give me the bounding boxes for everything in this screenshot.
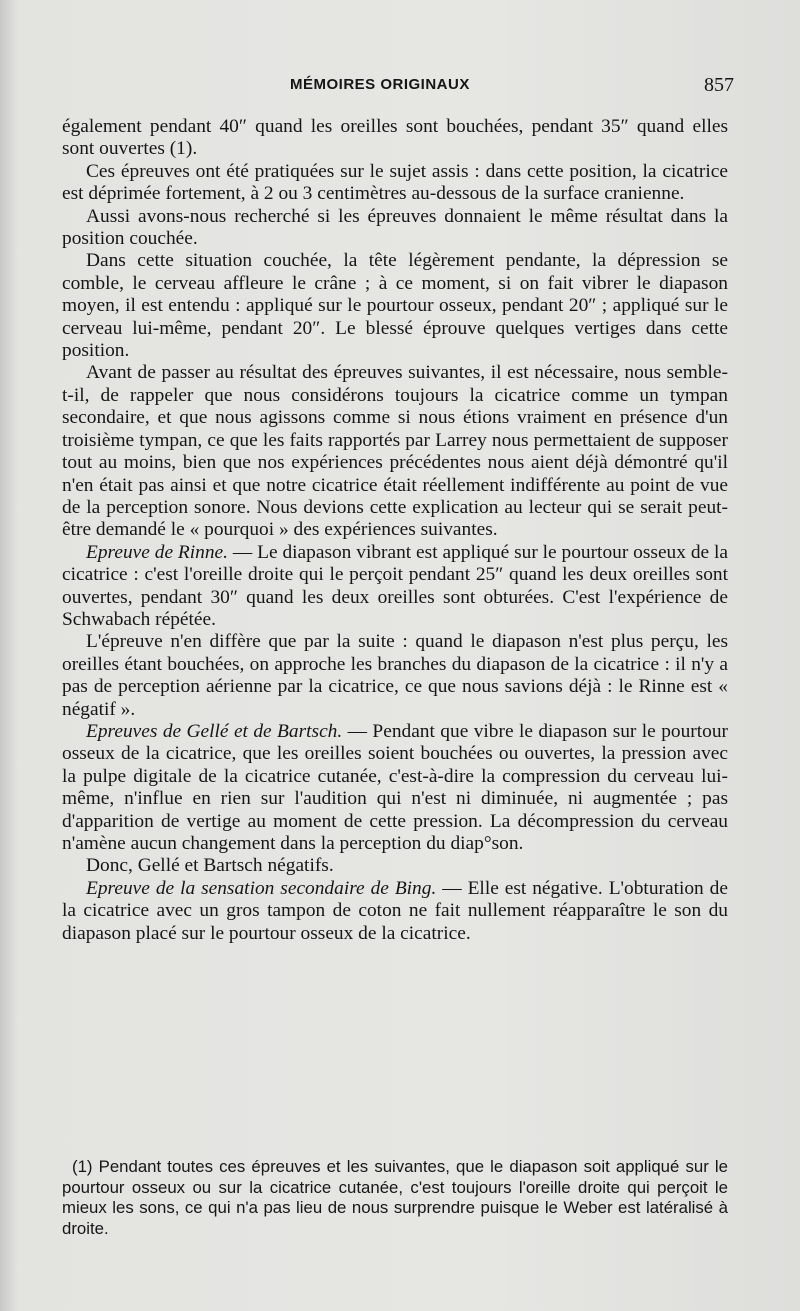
- section-lead: Epreuves de Gellé et de Bartsch.: [86, 720, 343, 742]
- section-lead: Epreuve de la sensation secondaire de Bing.: [86, 877, 437, 899]
- paragraph: également pendant 40″ quand les oreilles sont bouchées, pendant 35″ quand elles sont ouvertes (1).: [62, 116, 728, 160]
- section-lead: Epreuve de Rinne.: [86, 541, 228, 563]
- paragraph-gelle-bartsch: Epreuves de Gellé et de Bartsch. — Pendant que vibre le diapason sur le pourtour osseux de la cicatrice, que les oreilles soient bouchées ou ouvertes, la pression avec la pulpe digitale de la cicatrice cutanée, c'est-à-dire la compression du cerveau lui-même, n'influe en rien sur l'audition qui n'est ni diminuée, ni augmentée ; pas d'apparition de vertige au moment de cette pression. La décompression du cerveau n'amène aucun changement dans la perception du diap°son.: [62, 720, 728, 854]
- body-text: [62, 116, 728, 945]
- paragraph: Dans cette situation couchée, la tête légèrement pendante, la dépression se comble, le cerveau affleure le crâne ; à ce moment, si on fait vibrer le diapason moyen, il est entendu : appliqué sur le pourtour osseux, pendant 20″ ; appliqué sur le cerveau lui-même, pendant 20″. Le blessé éprouve quelques vertiges dans cette position.: [62, 250, 728, 362]
- page-number: 857: [704, 74, 734, 96]
- paragraph: Avant de passer au résultat des épreuves suivantes, il est nécessaire, nous semble-t-il, de rappeler que nous considérons toujours la cicatrice comme un tympan secondaire, et que nous agissons comme si nous étions vraiment en présence d'un troisième tympan, ce que les faits rapportés par Larrey nous permettaient de supposer tout au moins, bien que nos expériences précédentes nous aient déjà démontré qu'il n'en était pas ainsi et que notre cicatrice était réellement indifférente au point de vue de la perception sonore. Nous devions cette explication au lecteur qui se serait peut-être demandé le « pourquoi » des expériences suivantes.: [62, 362, 728, 541]
- paragraph: Ces épreuves ont été pratiquées sur le sujet assis : dans cette position, la cicatrice est déprimée fortement, à 2 ou 3 centimètres au-dessous de la surface cranienne.: [62, 160, 728, 205]
- paragraph-rinne: Epreuve de Rinne. — Le diapason vibrant est appliqué sur le pourtour osseux de la cicatrice : c'est l'oreille droite qui le perçoit pendant 25″ quand les deux oreilles sont ouvertes, pendant 30″ quand les deux oreilles sont obturées. C'est l'expérience de Schwabach répétée.: [62, 541, 728, 630]
- paragraph-bing: Epreuve de la sensation secondaire de Bing. — Elle est négative. L'obturation de la cicatrice avec un gros tampon de coton ne fait nullement réapparaître le son du diapason placé sur le pourtour osseux de la cicatrice.: [62, 877, 728, 944]
- footnote: [62, 1157, 728, 1239]
- running-title: MÉMOIRES ORIGINAUX: [290, 76, 470, 93]
- paragraph: Aussi avons-nous recherché si les épreuves donnaient le même résultat dans la position couchée.: [62, 205, 728, 250]
- paragraph: Donc, Gellé et Bartsch négatifs.: [86, 855, 334, 877]
- footnote-text: (1) Pendant toutes ces épreuves et les suivantes, que le diapason soit appliqué sur le pourtour osseux ou sur la cicatrice cutanée, c'est toujours l'oreille droite qui perçoit le mieux les sons, ce qui n'a pas lieu de nous surprendre puisque le Weber est latéralisé à droite.: [62, 1157, 728, 1238]
- page-header: [290, 74, 734, 98]
- paragraph: L'épreuve n'en diffère que par la suite : quand le diapason n'est plus perçu, les oreilles étant bouchées, on approche les branches du diapason de la cicatrice : il n'y a pas de perception aérienne par la cicatrice, ce que nous savions déjà : le Rinne est « négatif ».: [62, 631, 728, 720]
